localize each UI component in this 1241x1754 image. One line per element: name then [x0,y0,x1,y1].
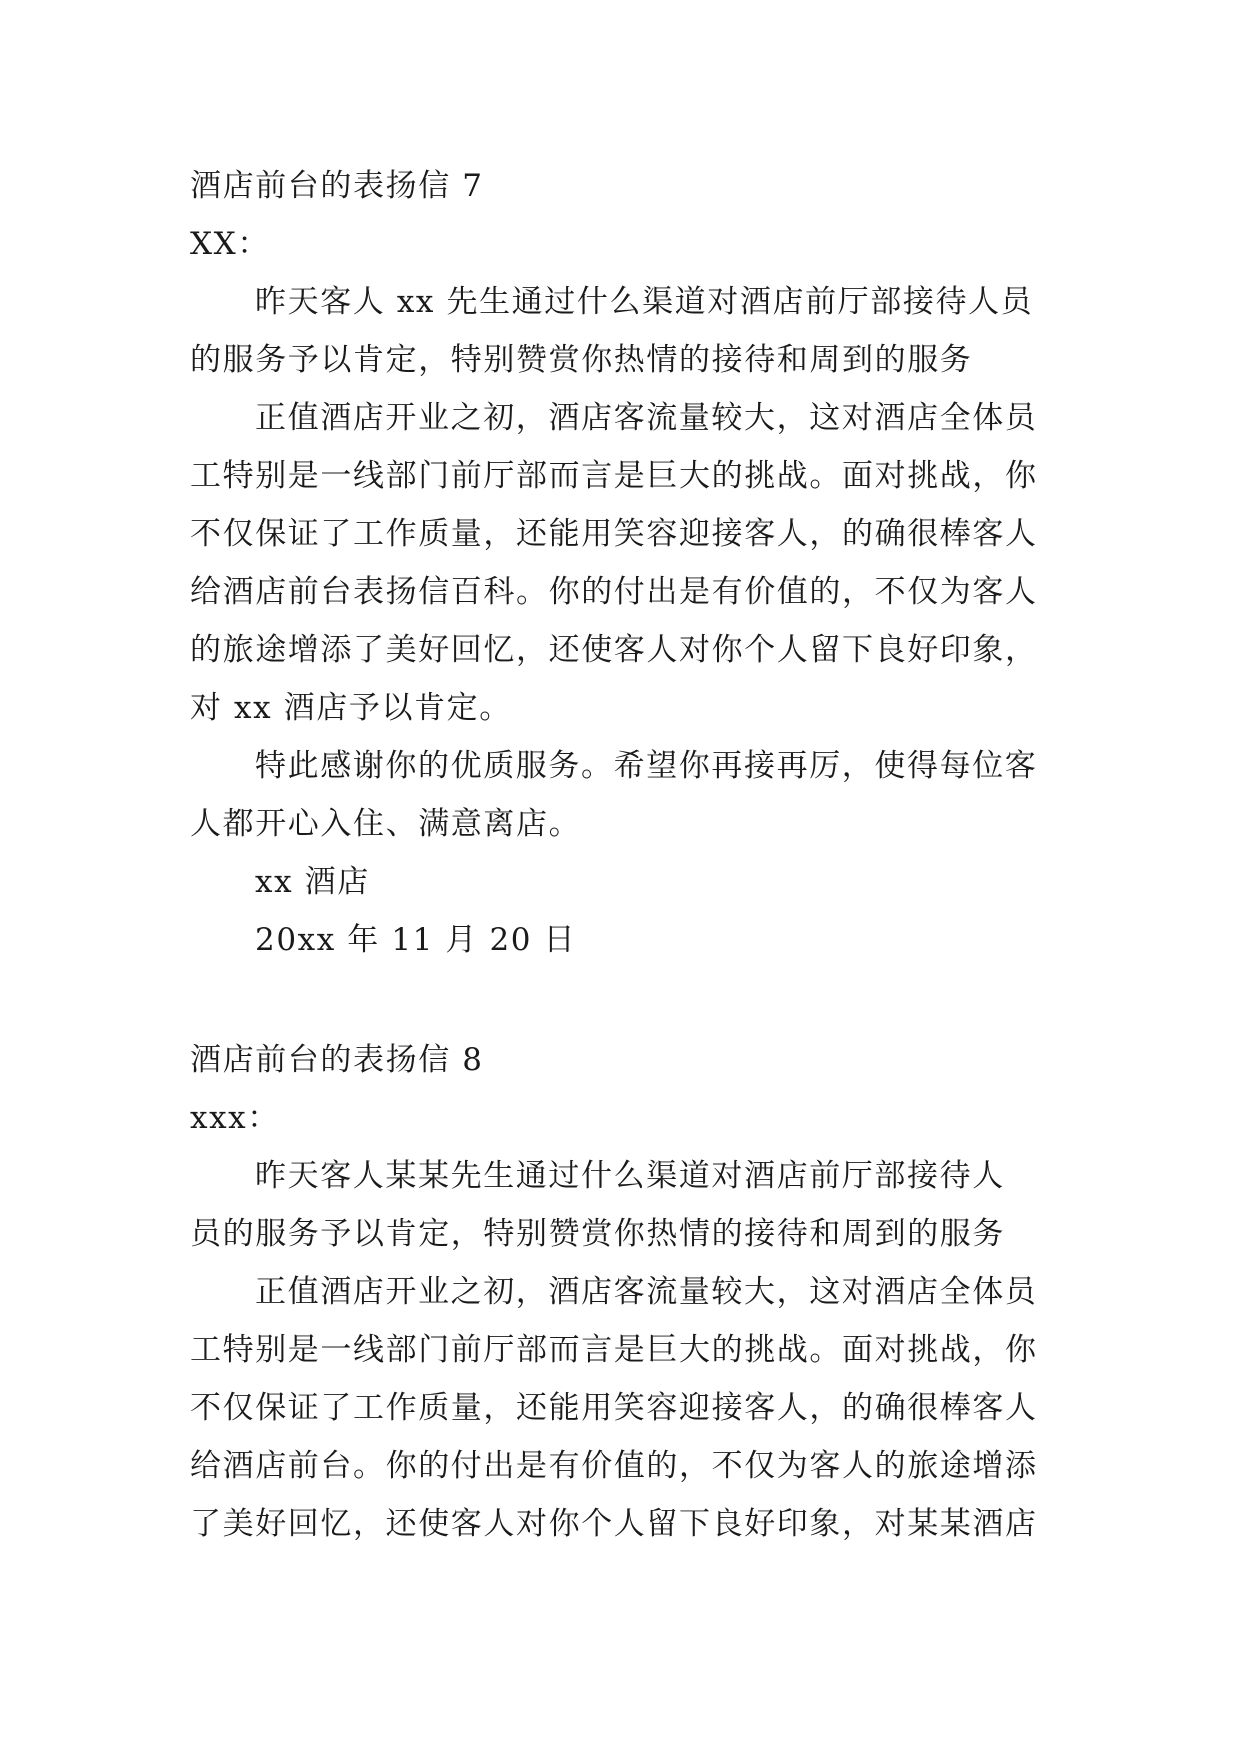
letter-8-paragraph-1-line: 员的服务予以肯定，特别赞赏你热情的接待和周到的服务 [190,1216,1005,1252]
letter-8-paragraph-2-line: 工特别是一线部门前厅部而言是巨大的挑战。面对挑战，你 [190,1332,1038,1368]
letter-8-paragraph-2-line: 了美好回忆，还使客人对你个人留下良好印象，对某某酒店 [190,1506,1038,1542]
letter-7-paragraph-2-line: 工特别是一线部门前厅部而言是巨大的挑战。面对挑战，你 [190,458,1038,494]
letter-7-paragraph-1-line: 昨天客人 xx 先生通过什么渠道对酒店前厅部接待人员 [255,284,1034,320]
letter-7-paragraph-2-line: 正值酒店开业之初，酒店客流量较大，这对酒店全体员 [255,400,1038,436]
letter-8-paragraph-1-line: 昨天客人某某先生通过什么渠道对酒店前厅部接待人 [255,1158,1005,1194]
letter-7-salutation: XX： [190,226,270,262]
letter-7-title: 酒店前台的表扬信 7 [190,168,484,204]
letter-7-signature: xx 酒店 [255,864,370,900]
letter-7-paragraph-2-line: 对 xx 酒店予以肯定。 [190,690,512,726]
letter-8-title: 酒店前台的表扬信 8 [190,1042,484,1078]
letter-7-paragraph-2-line: 的旅途增添了美好回忆，还使客人对你个人留下良好印象， [190,632,1038,668]
letter-7-paragraph-1-line: 的服务予以肯定，特别赞赏你热情的接待和周到的服务 [190,342,973,378]
letter-7-paragraph-3-line: 人都开心入住、满意离店。 [190,806,582,842]
letter-8-paragraph-2-line: 正值酒店开业之初，酒店客流量较大，这对酒店全体员 [255,1274,1038,1310]
letter-8-salutation: xxx： [190,1100,280,1136]
letter-7-paragraph-2-line: 不仅保证了工作质量，还能用笑容迎接客人，的确很棒客人 [190,516,1038,552]
letter-8-paragraph-2-line: 给酒店前台。你的付出是有价值的，不仅为客人的旅途增添 [190,1448,1038,1484]
letter-8-paragraph-2-line: 不仅保证了工作质量，还能用笑容迎接客人，的确很棒客人 [190,1390,1038,1426]
letter-7-date: 20xx 年 11 月 20 日 [255,922,577,958]
letter-7-paragraph-3-line: 特此感谢你的优质服务。希望你再接再厉，使得每位客 [255,748,1038,784]
letter-7-paragraph-2-line: 给酒店前台表扬信百科。你的付出是有价值的，不仅为客人 [190,574,1038,610]
